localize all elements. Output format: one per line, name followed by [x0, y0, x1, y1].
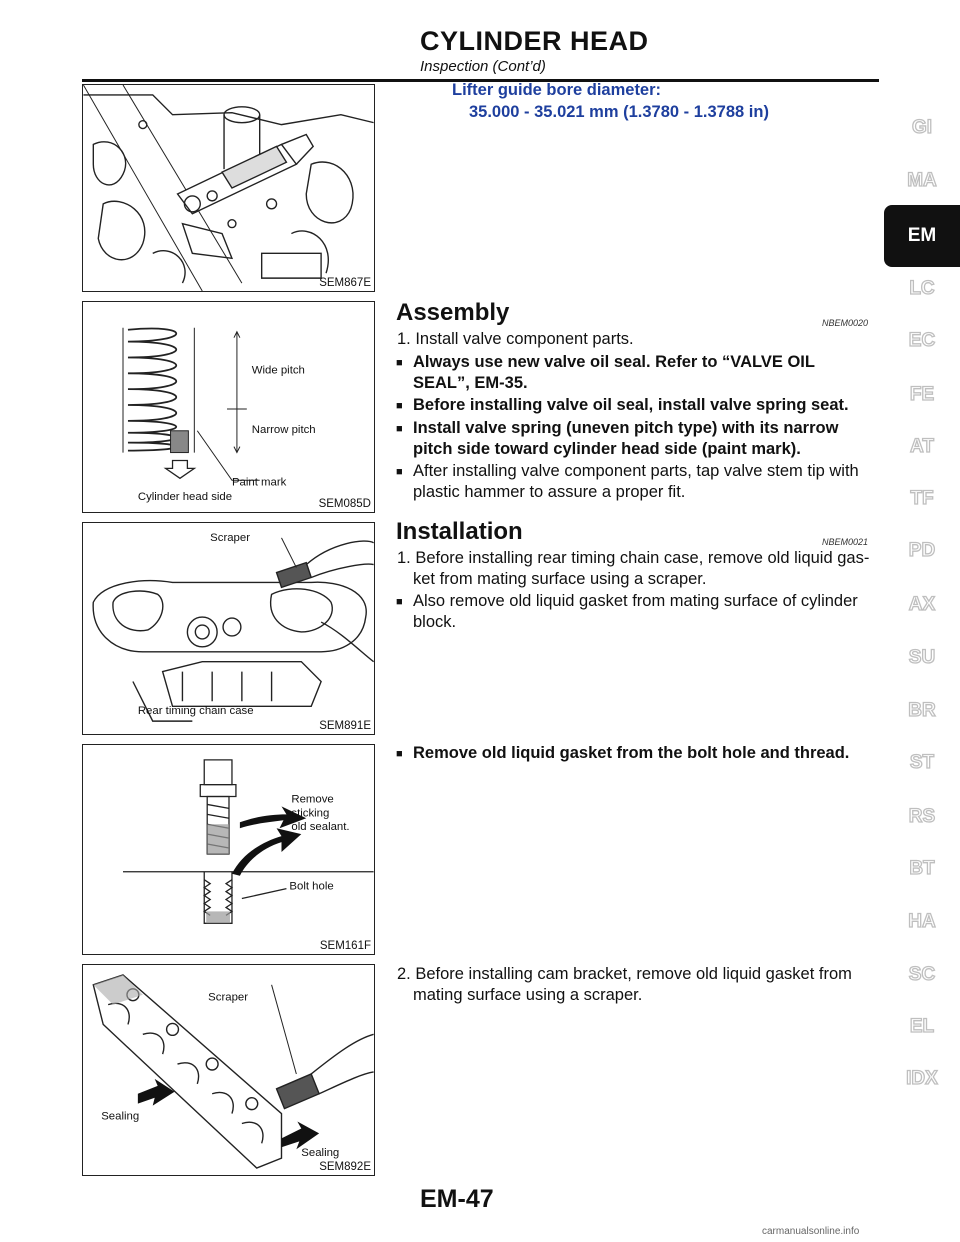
figure-sem085d: [82, 301, 375, 513]
tab-gi[interactable]: GI: [911, 117, 933, 138]
figure-code: SEM867E: [319, 277, 371, 289]
bullet-icon: ■: [396, 357, 403, 369]
installation-step-1-line-1: 1. Before installing rear timing chain case, remove old liquid gas-: [397, 549, 870, 567]
cam-bracket-scraper-illustration: [83, 965, 374, 1175]
tab-rs[interactable]: RS: [908, 806, 936, 827]
assembly-bullet-3-line-2: pitch side toward cylinder head side (paint mark).: [413, 440, 801, 458]
installation-step-2-line-2: mating surface using a scraper.: [413, 986, 643, 1004]
tab-ma[interactable]: MA: [907, 170, 937, 191]
tab-su[interactable]: SU: [908, 647, 936, 668]
assembly-bullet-2-line-1: Before installing valve oil seal, install valve spring seat.: [413, 396, 849, 414]
figure-sem161f: [82, 744, 375, 955]
tab-st[interactable]: ST: [909, 752, 935, 773]
label-old-sealant: old sealant.: [291, 821, 350, 834]
installation-heading: Installation: [396, 518, 523, 545]
tab-sc[interactable]: SC: [908, 964, 936, 985]
label-cylinder-head-side: Cylinder head side: [137, 491, 233, 504]
page-section-title: CYLINDER HEAD: [420, 26, 649, 56]
figure-code: SEM085D: [318, 498, 371, 510]
page-section-subtitle: Inspection (Cont’d): [420, 58, 546, 75]
assembly-bullet-4-line-2: plastic hammer to assure a proper fit.: [413, 483, 686, 501]
spec-value: 35.000 - 35.021 mm (1.3780 - 1.3788 in): [469, 103, 769, 121]
tab-ec[interactable]: EC: [908, 330, 936, 351]
lifter-bore-measurement-illustration: [83, 85, 374, 291]
figure-sem892e: [82, 964, 375, 1176]
tab-pd[interactable]: PD: [908, 540, 936, 561]
tab-tf[interactable]: TF: [910, 488, 934, 509]
tab-ax[interactable]: AX: [908, 594, 936, 615]
bullet-icon: ■: [396, 466, 403, 478]
watermark: carmanualsonline.info: [762, 1226, 860, 1237]
section-index-tabs: [884, 0, 960, 1242]
tab-fe[interactable]: FE: [909, 384, 935, 405]
tab-br[interactable]: BR: [908, 700, 936, 721]
label-narrow-pitch: Narrow pitch: [251, 423, 316, 436]
tab-ha[interactable]: HA: [908, 911, 936, 932]
label-scraper: Scraper: [208, 991, 249, 1004]
installation-bullet-2: Remove old liquid gasket from the bolt hole and thread.: [413, 744, 850, 762]
label-wide-pitch: Wide pitch: [251, 364, 305, 377]
bolt-hole-sealant-illustration: [83, 745, 374, 954]
label-sealing-right: Sealing: [301, 1147, 340, 1160]
installation-bullet-1-line-2: block.: [413, 613, 457, 631]
label-scraper: Scraper: [210, 531, 251, 544]
assembly-bullet-1-line-1: Always use new valve oil seal. Refer to “VALVE OIL: [413, 353, 815, 371]
assembly-step-1: 1. Install valve component parts.: [397, 330, 634, 348]
assembly-bullet-1-line-2: SEAL”, EM-35.: [413, 374, 528, 392]
tab-idx[interactable]: IDX: [906, 1068, 938, 1089]
installation-step-2-line-1: 2. Before installing cam bracket, remove old liquid gasket from: [397, 965, 852, 983]
installation-ref-code: NBEM0021: [822, 537, 869, 547]
installation-bullet-1-line-1: Also remove old liquid gasket from mating surface of cylinder: [413, 592, 858, 610]
label-paint-mark: Paint mark: [231, 476, 287, 489]
assembly-ref-code: NBEM0020: [822, 318, 869, 328]
figure-sem867e: [82, 84, 375, 292]
tab-at[interactable]: AT: [910, 436, 934, 457]
label-bolt-hole: Bolt hole: [289, 880, 334, 893]
figure-code: SEM891E: [319, 720, 371, 732]
assembly-bullet-3-line-1: Install valve spring (uneven pitch type) with its narrow: [413, 419, 839, 437]
tab-bt[interactable]: BT: [909, 858, 935, 879]
figure-sem891e: [82, 522, 375, 735]
bullet-icon: ■: [396, 423, 403, 435]
valve-spring-pitch-illustration: [83, 302, 374, 512]
bullet-icon: ■: [396, 748, 403, 760]
tab-lc[interactable]: LC: [909, 278, 935, 299]
label-sealing-left: Sealing: [101, 1110, 140, 1123]
figure-code: SEM161F: [319, 940, 371, 952]
rear-timing-chain-case-scraper-illustration: [83, 523, 374, 734]
assembly-heading: Assembly: [396, 299, 510, 326]
label-remove: Remove: [291, 793, 334, 806]
label-rear-timing-chain-case: Rear timing chain case: [137, 705, 254, 718]
installation-step-1-line-2: ket from mating surface using a scraper.: [413, 570, 707, 588]
spec-label: Lifter guide bore diameter:: [452, 81, 662, 99]
bullet-icon: ■: [396, 400, 403, 412]
tab-el[interactable]: EL: [909, 1016, 935, 1037]
bullet-icon: ■: [396, 596, 403, 608]
label-sticking: sticking: [291, 807, 330, 820]
figure-code: SEM892E: [319, 1161, 371, 1173]
assembly-bullet-4-line-1: After installing valve component parts, tap valve stem tip with: [413, 462, 859, 480]
page-number: EM-47: [420, 1185, 494, 1213]
tab-em-active[interactable]: EM: [884, 205, 960, 267]
